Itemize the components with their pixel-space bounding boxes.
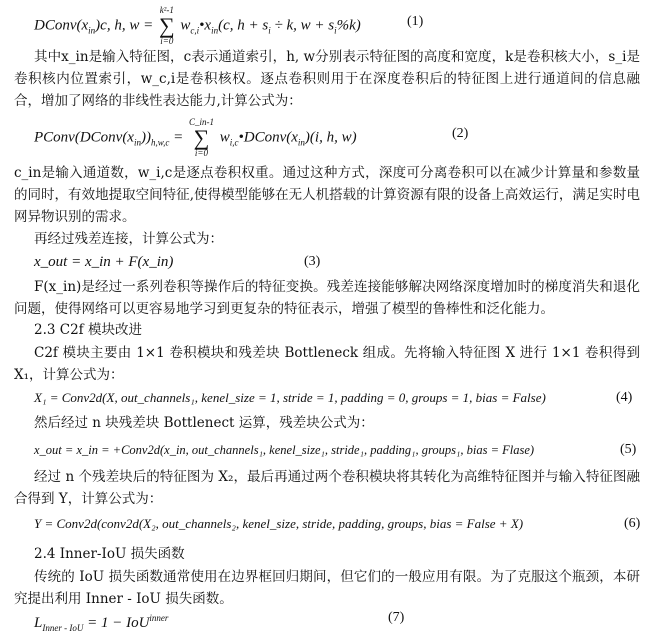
equation-6: Y = Conv2d(conv2d(X₂, out_channels₂, kenel_size, stride, padding, groups, bias = False + X)	[34, 516, 524, 531]
equation-2-number: (2)	[452, 126, 469, 141]
paragraph-1: 其中x_in是输入特征图，c表示通道索引，h, w分别表示特征图的高度和宽度，k是卷积核大小，s_i是卷积核内位置索引，w_c,i是卷积核权。逐点卷积则用于在深度卷积后的特征图上进行通道间的信息融合，增加了网络的非线性表达能力,计算公式为：	[14, 49, 640, 109]
paragraph-4: F(x_in)是经过一系列卷积等操作后的特征变换。残差连接能够解决网络深度增加时的梯度消失和退化问题，使得网络可以更容易地学习到更复杂的特征表示，增强了模型的鲁棒性和泛化能力。	[14, 279, 640, 317]
equation-7-number: (7)	[388, 610, 405, 625]
equation-1-number: (1)	[407, 14, 424, 29]
equation-4: X₁ = Conv2d(X, out_channels₁, kenel_size = 1, stride = 1, padding = 0, groups = 1, bias = False)	[34, 390, 546, 405]
equation-3-number: (3)	[304, 254, 321, 269]
equation-3: x_out = x_in + F(x_in)	[34, 254, 174, 270]
paragraph-6: 然后经过 n 块残差块 Bottlenect 运算，残差块公式为：	[34, 415, 374, 431]
paragraph-5: C2f 模块主要由 1×1 卷积模块和残差块 Bottleneck 组成。先将输入特征图 X 进行 1×1 卷积得到 X₁，计算公式为：	[14, 345, 640, 383]
paragraph-2: c_in是输入通道数，w_i,c是逐点卷积权重。通过这种方式，深度可分离卷积可以在减少计算量和参数量的同时，有效地提取空间特征,使得模型能够在无人机搭载的计算资源有限的设备上高效运行，满足实时电网异物识别的需求。	[14, 165, 640, 225]
equation-6-number: (6)	[624, 516, 641, 531]
paragraph-7: 经过 n 个残差块后的特征图为 X₂，最后再通过两个卷积模块将其转化为高维特征图并与输入特征图融合得到 Y，计算公式为：	[14, 469, 640, 507]
equation-4-number: (4)	[616, 390, 633, 405]
summation-symbol: C_in-1 ∑ i=0	[188, 117, 214, 158]
summation-symbol: k²-1 ∑ i=0	[158, 5, 175, 46]
equation-7: $L_{Inner - IoU} = 1 - IoU^{inner}$	[34, 613, 169, 633]
section-heading-2-4: 2.4 Inner-IoU 损失函数	[34, 546, 185, 562]
equation-1: $DConv(x_{in})c$, h, w = k²-1 ∑ i=0 $w_{c,i}•x_{in}(c$, $h + s_i \div k$, $w + s_i\%k$)	[34, 5, 361, 46]
paragraph-3: 再经过残差连接，计算公式为：	[34, 231, 223, 247]
paragraph-8: 传统的 IoU 损失函数通常使用在边界框回归期间，但它们的一般应用有限。为了克服这个瓶颈，本研究提出利用 Inner - IoU 损失函数。	[14, 569, 640, 607]
equation-2: $PConv(DConv(x_{in}))_{h,w,c}$ = C_in-1 ∑ i=0 $w_{i,c}•DConv(x_{in})(i$, h, w)	[34, 117, 357, 158]
equation-5-number: (5)	[620, 442, 637, 457]
section-heading-2-3: 2.3 C2f 模块改进	[34, 322, 142, 338]
equation-5: x_out = x_in = +Conv2d(x_in, out_channels₁, kenel_size₁, stride₁, padding₁, groups₁, bias = Flase)	[34, 443, 535, 457]
